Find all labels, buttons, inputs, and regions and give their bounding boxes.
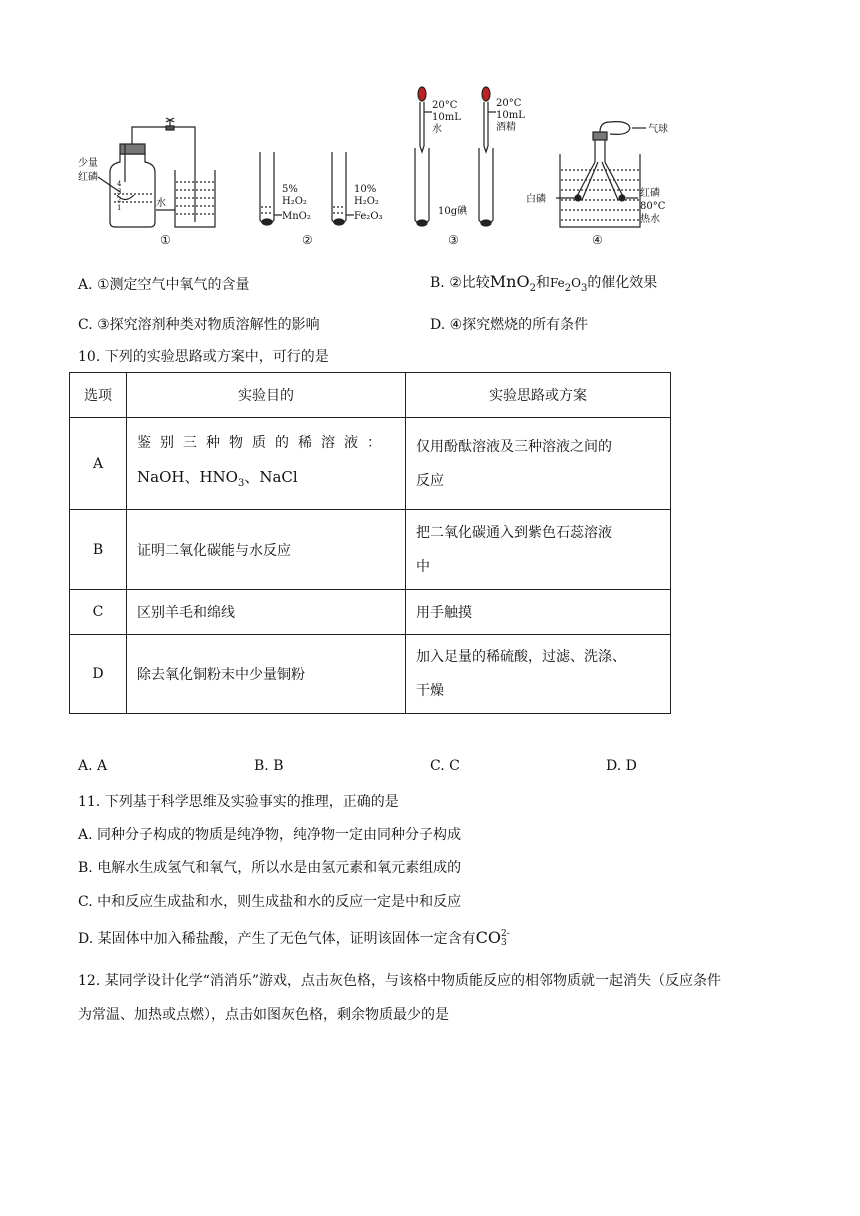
- svg-text:MnO₂: MnO₂: [282, 211, 311, 222]
- fig1-label-1: 少量: [78, 158, 98, 169]
- fig1-label-2: 红磷: [78, 172, 98, 183]
- q10-answer-b[interactable]: B. B: [254, 758, 284, 774]
- fig-number-3: ③: [448, 233, 459, 247]
- q10-answer-a[interactable]: A. A: [78, 758, 108, 774]
- q9-option-c[interactable]: C. ③探究溶剂种类对物质溶解性的影响: [78, 317, 320, 333]
- svg-text:水: 水: [432, 124, 442, 135]
- svg-text:2: 2: [117, 196, 122, 204]
- q10-stem: 10. 下列的实验思路或方案中，可行的是: [78, 349, 329, 365]
- q9-option-a[interactable]: A. ①测定空气中氧气的含量: [78, 277, 250, 293]
- q11-option-a[interactable]: A. 同种分子构成的物质是纯净物，纯净物一定由同种分子构成: [78, 827, 462, 843]
- q9-option-b[interactable]: B. ②比较MnO$_2$和$Fe_2O_3$的催化效果: [430, 272, 658, 294]
- table-header: 实验目的: [127, 373, 406, 418]
- svg-text:气球: 气球: [648, 124, 668, 135]
- svg-text:10mL: 10mL: [496, 110, 525, 121]
- table-row: A 鉴别三种物质的稀溶液： NaOH、$HNO_3$、NaCl 仅用酚酞溶液及三种溶液之间的 反应: [70, 418, 671, 510]
- svg-text:80°C: 80°C: [640, 201, 666, 212]
- svg-text:10%: 10%: [354, 184, 377, 195]
- q11-option-d[interactable]: D. 某固体中加入稀盐酸，产生了无色气体，证明该固体一定含有CO 2- 3: [78, 928, 510, 948]
- svg-text:20°C: 20°C: [432, 100, 458, 111]
- fig-number-4: ④: [592, 233, 603, 247]
- svg-text:Fe₂O₃: Fe₂O₃: [354, 211, 383, 222]
- svg-text:5%: 5%: [282, 184, 298, 195]
- fig1-water: 水: [156, 198, 166, 209]
- svg-text:20°C: 20°C: [496, 98, 522, 109]
- fig-number-1: ①: [160, 233, 171, 247]
- svg-text:3: 3: [117, 188, 122, 196]
- svg-text:10mL: 10mL: [432, 112, 461, 123]
- svg-text:1: 1: [117, 204, 122, 212]
- q10-answer-d[interactable]: D. D: [606, 758, 637, 774]
- q11-option-b[interactable]: B. 电解水生成氢气和氧气，所以水是由氢元素和氧元素组成的: [78, 860, 462, 876]
- q11-stem: 11. 下列基于科学思维及实验事实的推理，正确的是: [78, 794, 399, 810]
- table-row: C 区别羊毛和绵线 用手触摸: [70, 590, 671, 635]
- experiment-figure: [70, 82, 710, 252]
- svg-text:H₂O₂: H₂O₂: [354, 196, 379, 207]
- q9-option-d[interactable]: D. ④探究燃烧的所有条件: [430, 317, 589, 333]
- svg-text:H₂O₂: H₂O₂: [282, 196, 307, 207]
- q10-table: [69, 372, 671, 714]
- table-row: B 证明二氧化碳能与水反应 把二氧化碳通入到紫色石蕊溶液 中: [70, 510, 671, 590]
- svg-text:酒精: 酒精: [496, 122, 516, 133]
- fig3-iodine: 10g碘: [438, 206, 468, 217]
- fig-number-2: ②: [302, 233, 313, 247]
- svg-text:热水: 热水: [640, 214, 660, 225]
- svg-text:白磷: 白磷: [526, 194, 546, 205]
- table-header: 实验思路或方案: [406, 373, 671, 418]
- q10-answer-c[interactable]: C. C: [430, 758, 460, 774]
- table-header: 选项: [70, 373, 127, 418]
- svg-text:红磷: 红磷: [640, 188, 660, 199]
- q11-option-c[interactable]: C. 中和反应生成盐和水，则生成盐和水的反应一定是中和反应: [78, 894, 462, 910]
- q12-stem-line2: 为常温、加热或点燃），点击如图灰色格，剩余物质最少的是: [78, 1007, 449, 1023]
- table-row: D 除去氧化铜粉末中少量铜粉 加入足量的稀硫酸，过滤、洗涤、 干燥: [70, 635, 671, 714]
- svg-text:4: 4: [117, 180, 122, 188]
- q12-stem-line1: 12. 某同学设计化学“消消乐”游戏，点击灰色格，与该格中物质能反应的相邻物质就一起消失（反应条件: [78, 973, 722, 989]
